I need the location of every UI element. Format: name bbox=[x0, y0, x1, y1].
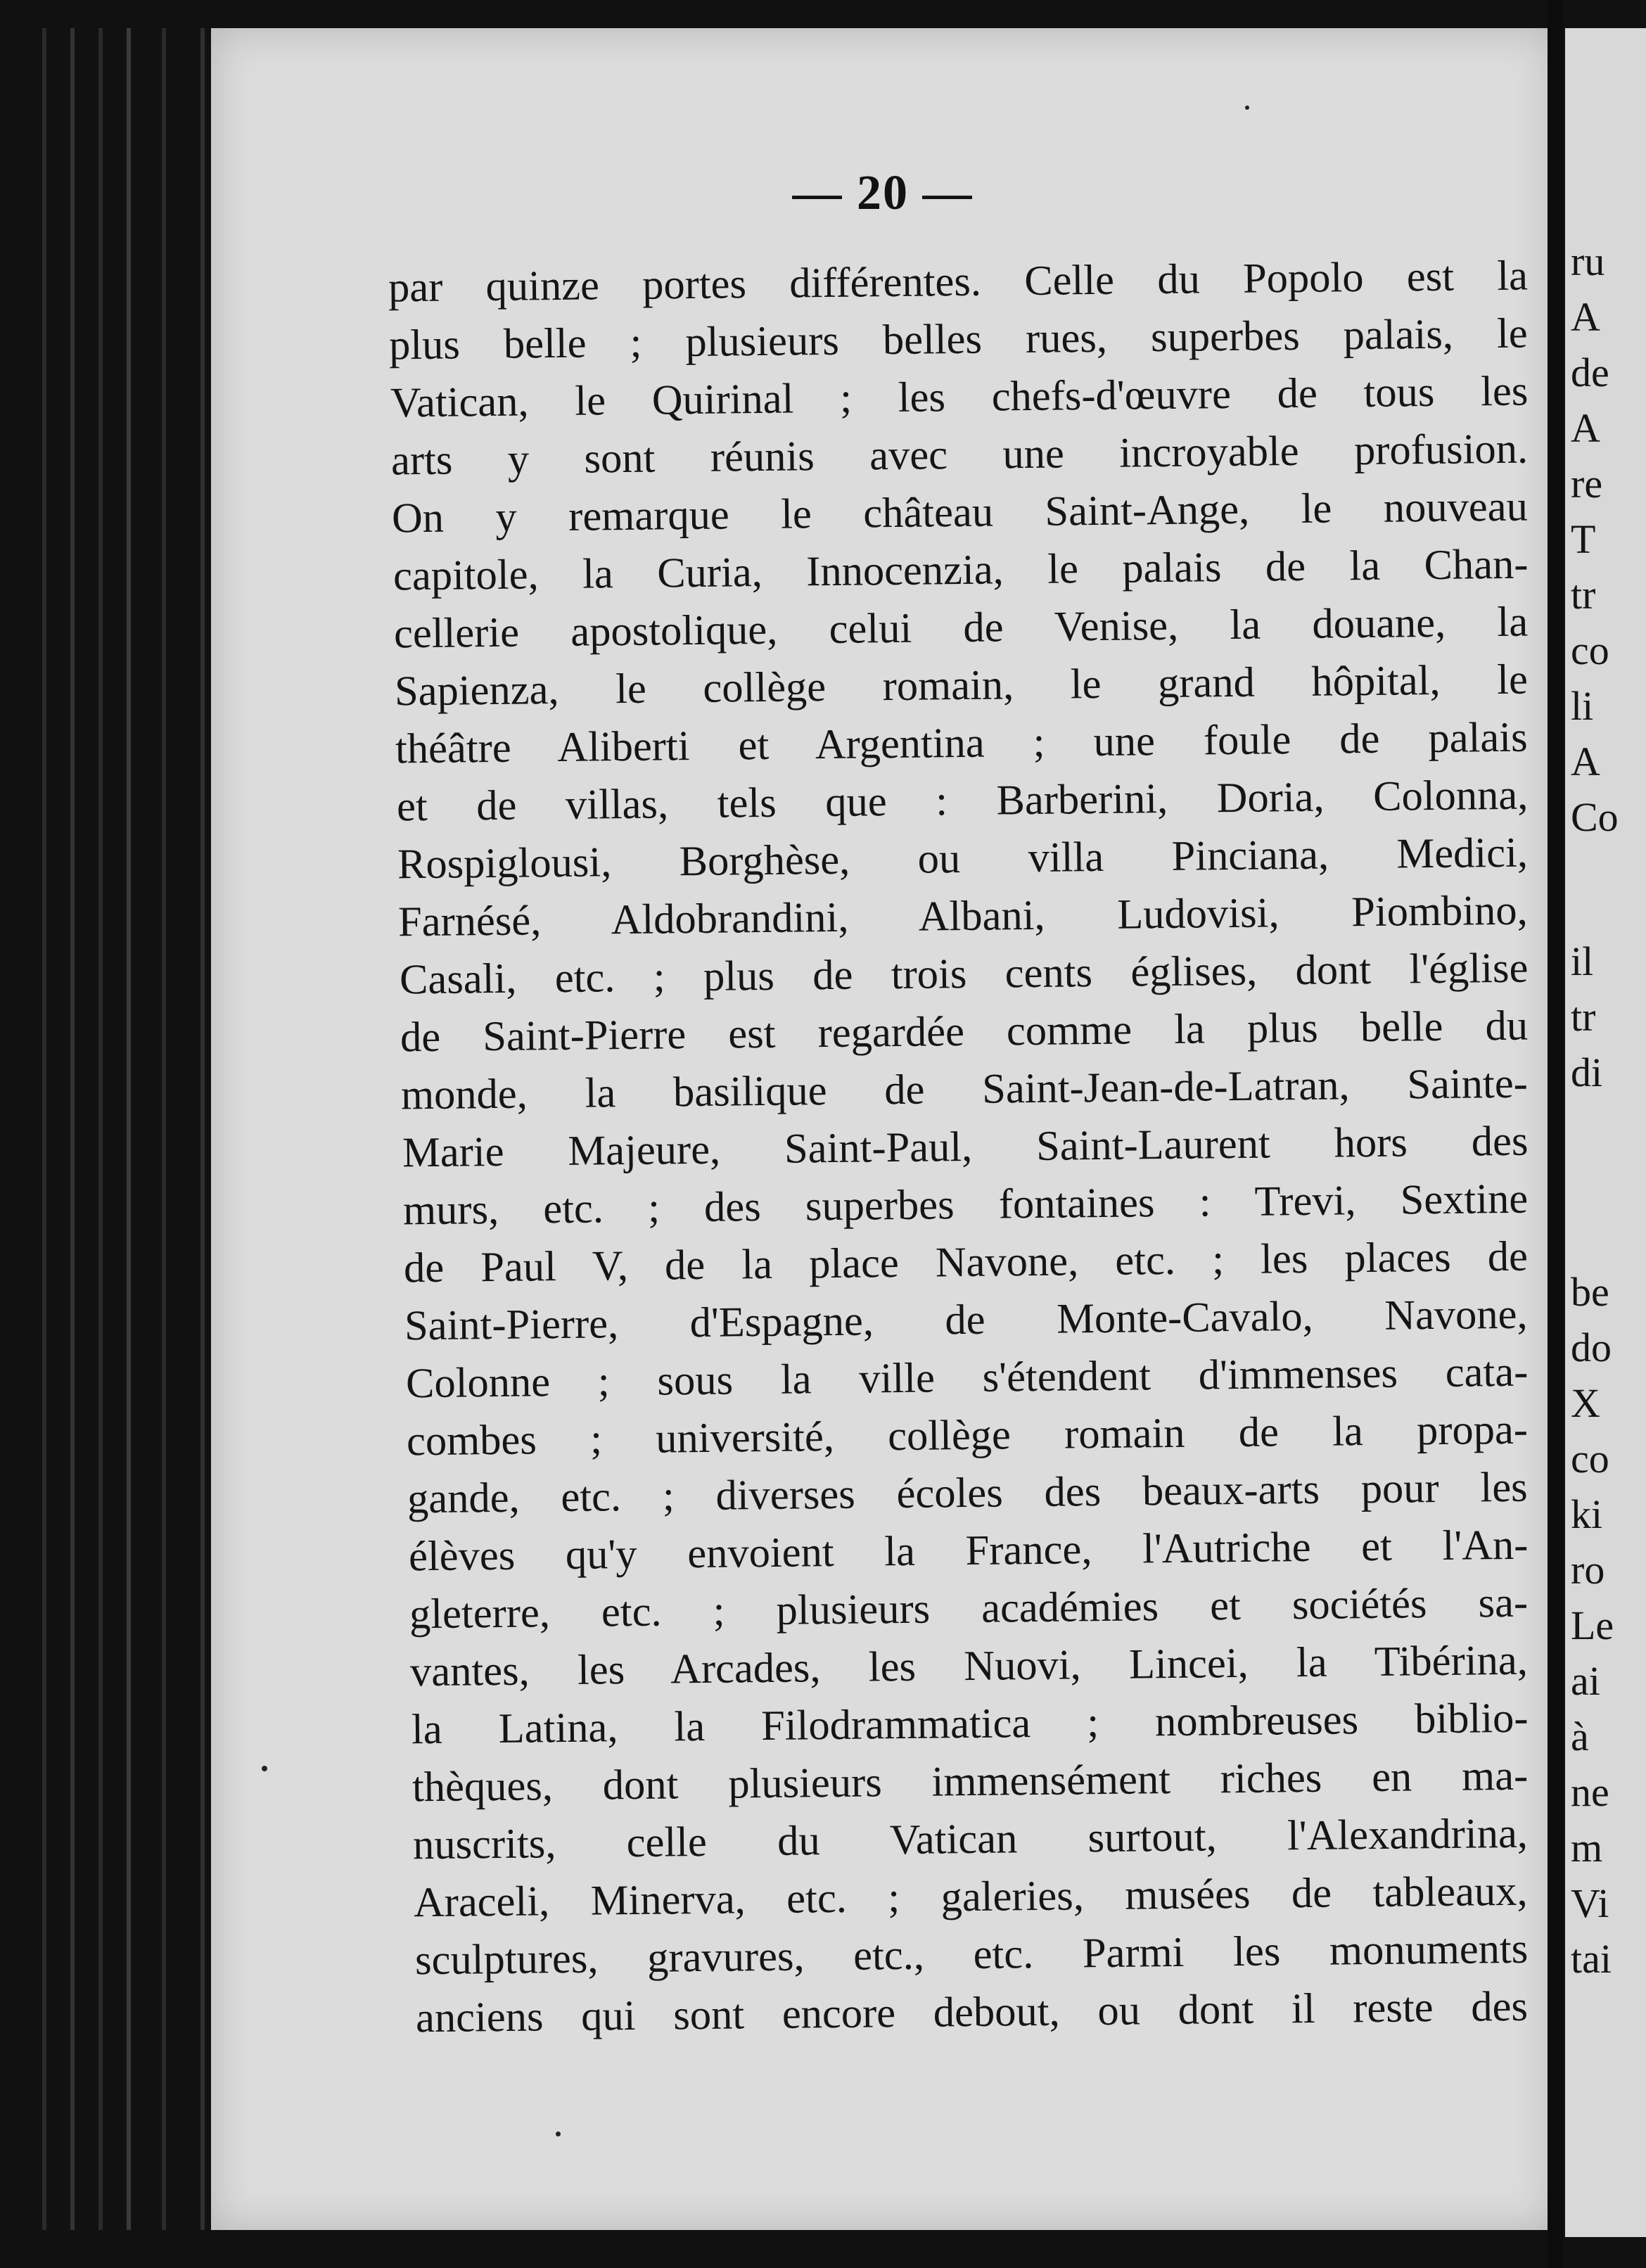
facing-page-fragment: tr bbox=[1571, 994, 1596, 1040]
text-line: Farnésé, Aldobrandini, Albani, Ludovisi, Piombino, bbox=[397, 886, 1529, 946]
text-line: Colonne ; sous la ville s'étendent d'immenses cata- bbox=[405, 1348, 1529, 1408]
facing-page-fragment: ne bbox=[1571, 1769, 1609, 1815]
text-line: Saint-Pierre, d'Espagne, de Monte-Cavalo, Navone, bbox=[404, 1290, 1529, 1350]
text-line: thèques, dont plusieurs immensément riches en ma- bbox=[412, 1752, 1529, 1811]
facing-page-fragment: ai bbox=[1571, 1658, 1600, 1704]
text-line: de Paul V, de la place Navone, etc. ; les places de bbox=[403, 1232, 1529, 1292]
text-line: théâtre Aliberti et Argentina ; une foule de palais bbox=[395, 713, 1529, 773]
page-edges bbox=[42, 28, 232, 2230]
text-line: combes ; université, collège romain de la propa- bbox=[406, 1406, 1529, 1465]
book-page bbox=[211, 28, 1555, 2230]
facing-page-fragment: il bbox=[1571, 938, 1594, 984]
text-line: plus belle ; plusieurs belles rues, superbes palais, le bbox=[388, 310, 1529, 369]
facing-page-fragment: co bbox=[1571, 1436, 1609, 1482]
facing-page-fragment: di bbox=[1571, 1050, 1603, 1095]
facing-page-fragment: tai bbox=[1571, 1936, 1612, 1982]
text-line: élèves qu'y envoient la France, l'Autriche et l'An- bbox=[408, 1521, 1529, 1581]
facing-page-fragment: X bbox=[1571, 1380, 1600, 1426]
facing-page-fragment: ki bbox=[1571, 1491, 1603, 1537]
text-line: arts y sont réunis avec une incroyable profusion. bbox=[390, 425, 1529, 485]
facing-page-fragment: A bbox=[1571, 405, 1600, 451]
facing-page-fragment: ro bbox=[1571, 1547, 1605, 1593]
facing-page-fragment: be bbox=[1571, 1269, 1609, 1315]
facing-page-fragment: A bbox=[1571, 294, 1600, 340]
text-line: gande, etc. ; diverses écoles des beaux-arts pour les bbox=[407, 1463, 1529, 1523]
book-gutter bbox=[1548, 0, 1563, 2268]
body-text bbox=[388, 253, 1528, 2041]
facing-page-fragment: li bbox=[1571, 683, 1594, 729]
ink-speck bbox=[1245, 106, 1249, 110]
facing-page-fragment: Co bbox=[1571, 794, 1619, 840]
facing-page-fragment: Le bbox=[1571, 1603, 1614, 1648]
text-line: de Saint-Pierre est regardée comme la plus belle du bbox=[400, 1002, 1529, 1062]
facing-page-fragment: ru bbox=[1571, 238, 1605, 284]
text-line: vantes, les Arcades, les Nuovi, Lincei, la Tibérina, bbox=[409, 1636, 1529, 1696]
text-line: Rospiglousi, Borghèse, ou villa Pinciana, Medici, bbox=[397, 829, 1529, 888]
text-line: monde, la basilique de Saint-Jean-de-Latran, Sainte- bbox=[400, 1059, 1529, 1119]
text-line: et de villas, tels que : Barberini, Doria, Colonna, bbox=[396, 771, 1529, 831]
facing-page-fragment: A bbox=[1571, 739, 1600, 784]
text-line: Araceli, Minerva, etc. ; galeries, musées de tableaux, bbox=[414, 1867, 1529, 1927]
facing-page-fragment: de bbox=[1571, 350, 1609, 395]
facing-page-edge bbox=[1565, 28, 1646, 2237]
text-line: capitole, la Curia, Innocenzia, le palais de la Chan- bbox=[393, 540, 1529, 600]
facing-page-fragment: re bbox=[1571, 461, 1603, 507]
text-line: la Latina, la Filodrammatica ; nombreuses biblio- bbox=[411, 1694, 1529, 1754]
page-number: — 20 — bbox=[792, 166, 974, 220]
text-line: par quinze portes différentes. Celle du Popolo est la bbox=[388, 252, 1529, 312]
facing-page-fragment: do bbox=[1571, 1325, 1612, 1370]
text-line: Vatican, le Quirinal ; les chefs-d'œuvre de tous les bbox=[390, 367, 1529, 427]
facing-page-fragment: Vi bbox=[1571, 1880, 1609, 1926]
facing-page-fragment: co bbox=[1571, 627, 1609, 673]
text-line: Casali, etc. ; plus de trois cents églises, dont l'église bbox=[399, 944, 1529, 1004]
text-line: murs, etc. ; des superbes fontaines : Trevi, Sextine bbox=[402, 1175, 1529, 1235]
text-line: nuscrits, celle du Vatican surtout, l'Alexandrina, bbox=[412, 1809, 1529, 1869]
text-line: gleterre, etc. ; plusieurs académies et sociétés sa- bbox=[409, 1579, 1529, 1638]
text-line: sculptures, gravures, etc., etc. Parmi les monuments bbox=[414, 1925, 1529, 1984]
text-line: Marie Majeure, Saint-Paul, Saint-Laurent hors des bbox=[402, 1117, 1529, 1177]
text-line: cellerie apostolique, celui de Venise, la douane, la bbox=[393, 598, 1529, 658]
text-line: Sapienza, le collège romain, le grand hôpital, le bbox=[394, 656, 1529, 715]
ink-speck bbox=[556, 2132, 561, 2136]
text-line: anciens qui sont encore debout, ou dont il reste des bbox=[415, 1982, 1529, 2042]
facing-page-fragment: T bbox=[1571, 516, 1596, 562]
text-line: On y remarque le château Saint-Ange, le nouveau bbox=[391, 483, 1529, 542]
facing-page-fragment: m bbox=[1571, 1825, 1603, 1871]
facing-page-fragment: tr bbox=[1571, 572, 1596, 618]
ink-speck bbox=[262, 1766, 267, 1771]
facing-page-fragment: à bbox=[1571, 1714, 1589, 1759]
